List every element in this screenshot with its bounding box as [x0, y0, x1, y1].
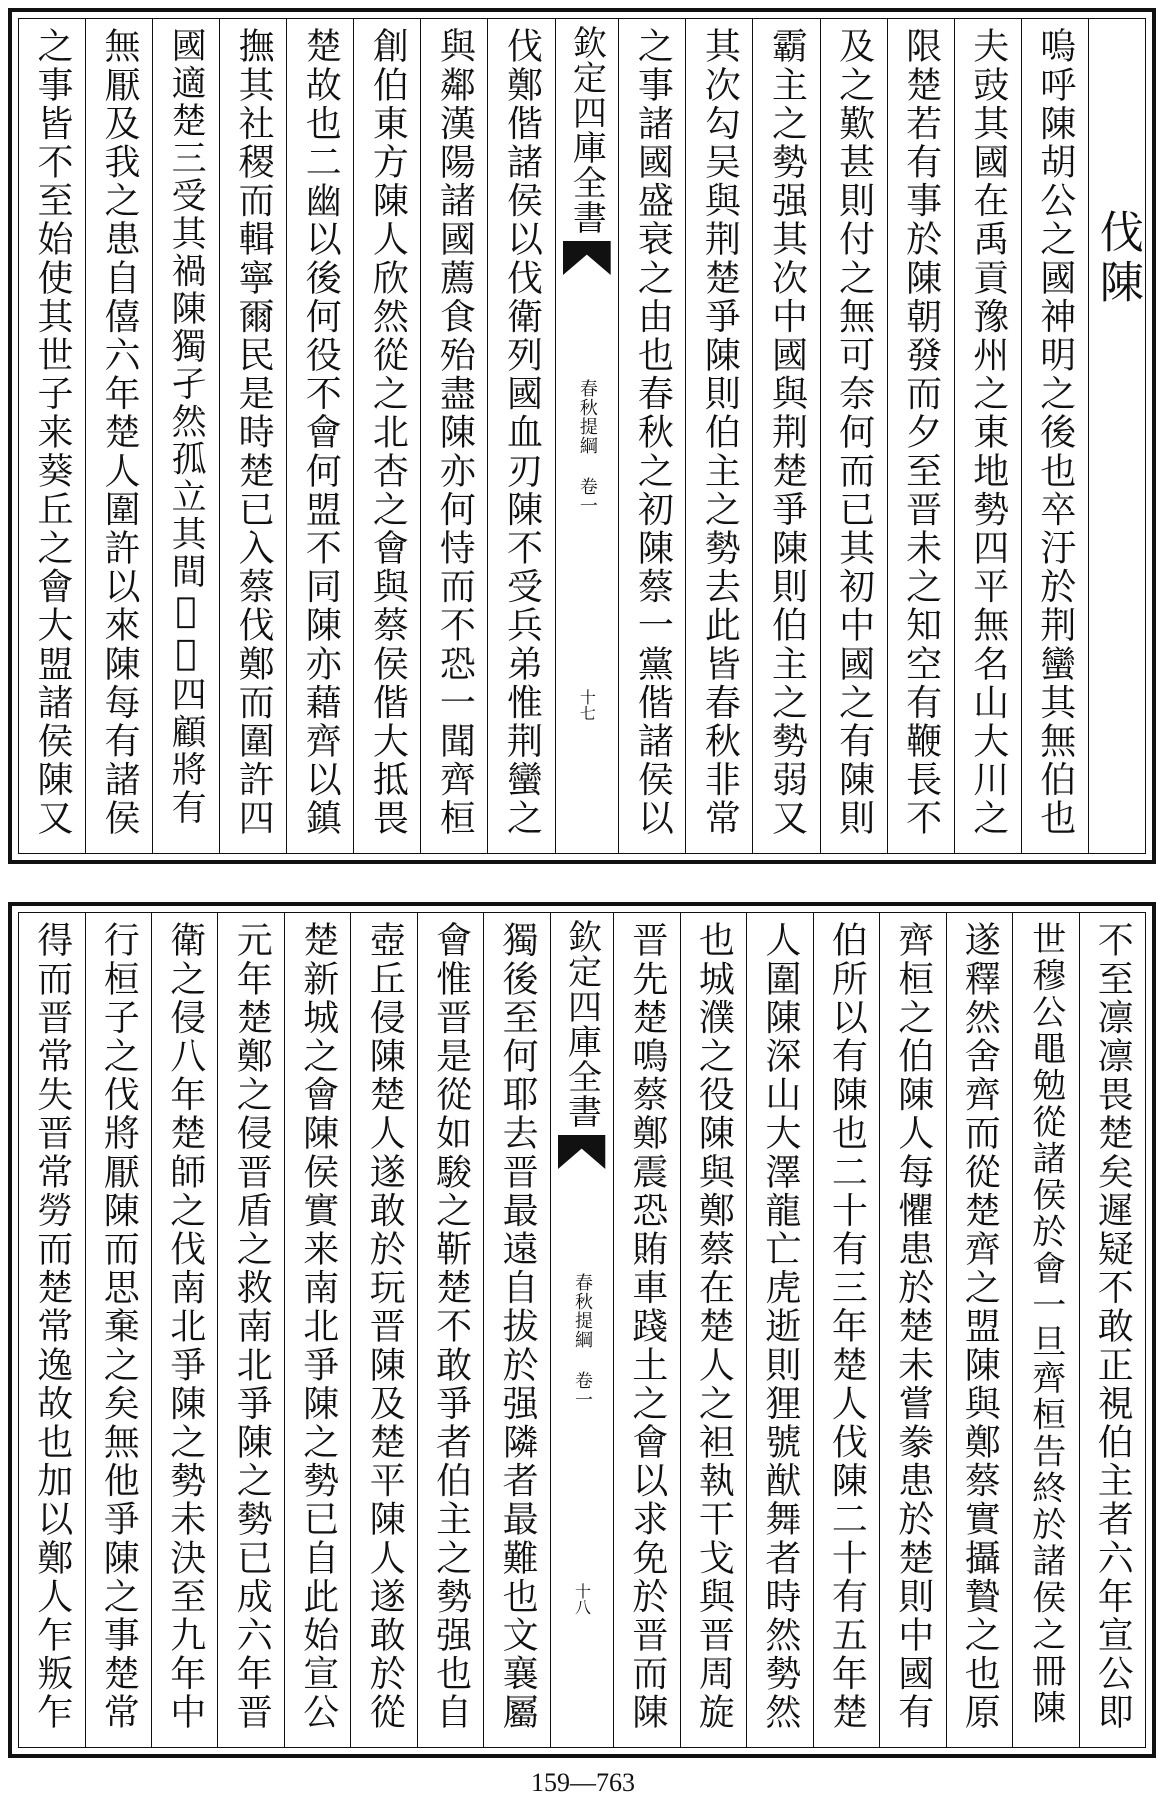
column-text: 其次勾吴與荆楚爭陳則伯主之勢去此皆春秋非常: [699, 27, 741, 838]
text-column: [1012, 913, 1078, 1747]
text-column: [487, 19, 554, 853]
text-column: [1079, 913, 1145, 1747]
column-text: 元年楚鄭之侵晋盾之救南北爭陳之勢已成六年晋: [231, 921, 273, 1732]
column-text: 會惟晋是從如駿之靳楚不敢爭者伯主之勢强也自: [430, 921, 472, 1732]
gutter-leaf-number: 十八: [572, 1583, 592, 1615]
text-column: [483, 913, 549, 1747]
column-text: 無厭及我之患自僖六年楚人圍許以來陳每有諸侯: [99, 27, 141, 838]
column-text: 之事諸國盛衰之由也春秋之初陳蔡一黨偕諸侯以: [632, 27, 674, 838]
center-gutter: [555, 19, 619, 853]
column-text: 人圍陳深山大澤龍亡虎逝則狸號猷舞者時然勢然: [759, 921, 801, 1732]
top-page-columns: [19, 19, 1145, 853]
text-column: [685, 19, 752, 853]
column-text: 晋先楚鳴蔡鄭震恐賄車踐土之會以求免於晋而陳: [626, 921, 668, 1732]
text-column: [746, 913, 812, 1747]
chapter-title: 伐陳: [1091, 209, 1143, 309]
column-text: 得而晋常失晋常勞而楚常逸故也加以鄭人乍叛乍: [31, 921, 73, 1732]
text-column: [353, 19, 420, 853]
column-text: 獨後至何耶去晋最遠自拔於强隣者最難也文襄屬: [497, 921, 539, 1732]
gutter-subtitle: [576, 379, 598, 515]
column-text: 限楚若有事於陳朝發而夕至晋未之知空有鞭長不: [900, 27, 942, 838]
column-text: 也城濮之役陳與鄭蔡在楚人之袒執干戈與晋周旋: [693, 921, 735, 1732]
text-column: [286, 19, 353, 853]
text-column: [19, 913, 84, 1747]
bottom-page-frame: [18, 912, 1146, 1748]
column-text: 楚新城之會陳侯實来南北爭陳之勢已自此始宣公: [297, 921, 339, 1732]
column-text: 伯所以有陳也二十有三年楚人伐陳二十有五年楚: [826, 921, 868, 1732]
text-column: [151, 913, 217, 1747]
text-column: [420, 19, 487, 853]
gutter-volume: 卷一: [572, 1371, 594, 1409]
gutter-book-title: 欽定四庫全書: [561, 919, 602, 1129]
text-column: [954, 19, 1021, 853]
column-text: 撫其社稷而輯寧爾民是時楚已入蔡伐鄭而圍許四: [233, 27, 275, 838]
page-number: 159—763: [531, 1768, 635, 1797]
column-text: 行桓子之伐將厭陳而思棄之矣無他爭陳之事楚常: [98, 921, 140, 1732]
text-column: [417, 913, 483, 1747]
text-column: [284, 913, 350, 1747]
column-text: 之事皆不至始使其世子来葵丘之會大盟諸侯陳又: [31, 27, 73, 838]
text-column: [219, 19, 286, 853]
gutter-subtitle-text: 春秋提綱: [572, 1273, 594, 1349]
center-gutter: [550, 913, 613, 1747]
text-column: [680, 913, 746, 1747]
column-text: 不至凛凛畏楚矣遲疑不敢正視伯主者六年宣公即: [1092, 921, 1134, 1732]
text-column: [613, 913, 679, 1747]
text-column: [813, 913, 879, 1747]
text-column: [820, 19, 887, 853]
text-column: [879, 913, 945, 1747]
top-page: [8, 8, 1156, 864]
column-text: 伐鄭偕諸侯以伐衛列國血刃陳不受兵弟惟荆蠻之: [501, 27, 543, 838]
column-text: 國適楚三受其禍陳獨孑然孤立其間𩖪𩖪四顧將有: [166, 27, 207, 827]
column-text: 夫豉其國在禹貢豫州之東地勢四平無名山大川之: [967, 27, 1009, 838]
column-text: 世穆公黽勉從諸侯於會一旦齊桓告終於諸侯之冊陳: [1025, 921, 1066, 1727]
text-column: [217, 913, 283, 1747]
text-column: [350, 913, 416, 1747]
column-text: 壺丘侵陳楚人遂敢於玩晋陳及楚平陳人遂敢於從: [364, 921, 406, 1732]
gutter-leaf-number: 十七: [577, 689, 597, 721]
bottom-page-columns: [19, 913, 1145, 1747]
gutter-subtitle-text: 春秋提綱: [576, 379, 598, 455]
text-column: [85, 913, 151, 1747]
text-column: [618, 19, 685, 853]
text-column: [19, 19, 85, 853]
fishtail-mark-icon: [558, 1135, 605, 1169]
gutter-book-title: 欽定四庫全書: [566, 25, 607, 235]
column-text: 及之歎甚則付之無可奈何而已其初中國之有陳則: [833, 27, 875, 838]
gutter-volume: 卷一: [576, 477, 598, 515]
gutter-subtitle: [571, 1273, 593, 1409]
column-text: 楚故也二幽以後何役不會何盟不同陳亦藉齊以鎮: [300, 27, 342, 838]
text-column: [1021, 19, 1088, 853]
column-text: 衛之侵八年楚師之伐南北爭陳之勢未決至九年中: [164, 921, 206, 1732]
column-text: 齊桓之伯陳人每懼患於楚未嘗豢患於楚則中國有: [892, 921, 934, 1732]
column-text: 與鄰漢陽諸國薦食殆盡陳亦何恃而不恐一聞齊桓: [434, 27, 476, 838]
text-column: [85, 19, 152, 853]
column-text: 遂釋然舍齊而從楚齊之盟陳與鄭蔡實攝贄之也原: [959, 921, 1001, 1732]
text-column: [946, 913, 1012, 1747]
text-column: [752, 19, 819, 853]
column-text: 嗚呼陳胡公之國神明之後也卒汙於荆蠻其無伯也: [1034, 27, 1076, 838]
text-column: [887, 19, 954, 853]
top-page-frame: [18, 18, 1146, 854]
column-text: 霸主之勢强其次中國與荆楚爭陳則伯主之勢弱又: [766, 27, 808, 838]
chapter-title-column: [1088, 19, 1145, 853]
fishtail-mark-icon: [563, 241, 611, 275]
text-column: [152, 19, 219, 853]
column-text: 創伯東方陳人欣然從之北杏之會與蔡侯偕大抵畏: [367, 27, 409, 838]
bottom-page: [8, 902, 1156, 1758]
